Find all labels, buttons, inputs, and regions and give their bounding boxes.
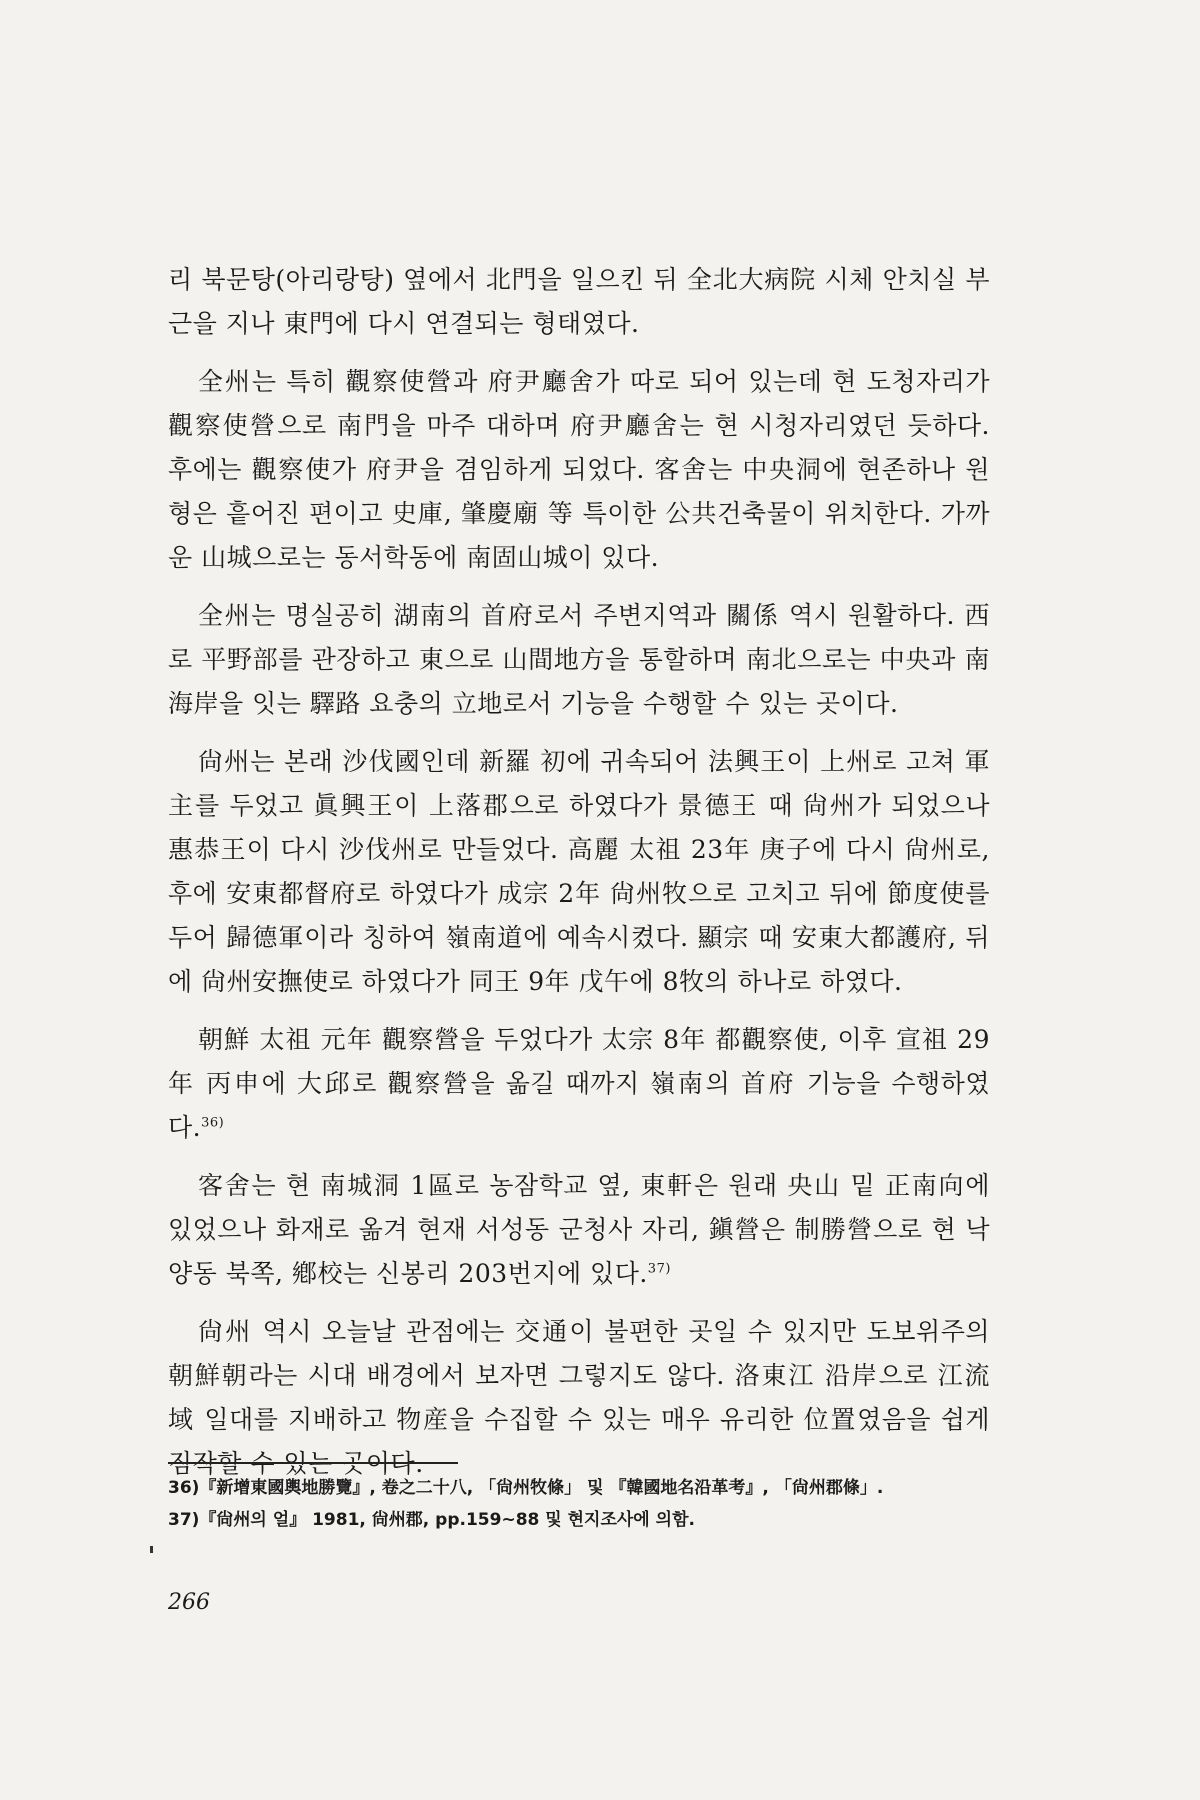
footnote-divider <box>168 1462 458 1464</box>
paragraph-5-text: 朝鮮 太祖 元年 觀察營을 두었다가 太宗 8年 都觀察使, 이후 宣祖 29年 丙申에 大邱로 觀察營을 옮길 때까지 嶺南의 首府 기능을 수행하였다. <box>168 1025 990 1142</box>
footnote-37: 37)『尙州의 얼』 1981, 尙州郡, pp.159~88 및 현지조사에 의함. <box>168 1510 695 1530</box>
paragraph-5 <box>168 1018 990 1150</box>
footnotes <box>168 1472 998 1536</box>
paragraph-7-text: 尙州 역시 오늘날 관점에는 交通이 불편한 곳일 수 있지만 도보위주의 朝鮮朝라는 시대 배경에서 보자면 그렇지도 않다. 洛東江 沿岸으로 江流域 일대를 지배하고 物産을 수집할 수 있는 매우 유리한 位置였음을 쉽게 짐작할 수 있는 곳이다. <box>168 1317 990 1478</box>
footnote-ref-37: 37) <box>647 1261 671 1277</box>
paragraph-3 <box>168 594 990 726</box>
footnote-36: 36)『新增東國輿地勝覽』, 卷之二十八, 「尙州牧條」 및 『韓國地名沿革考』, 「尙州郡條」. <box>168 1478 884 1498</box>
paragraph-4 <box>168 740 990 1004</box>
paragraph-4-text: 尙州는 본래 沙伐國인데 新羅 初에 귀속되어 法興王이 上州로 고쳐 軍主를 두었고 眞興王이 上落郡으로 하였다가 景德王 때 尙州가 되었으나 惠恭王이 다시 沙伐州로 만들었다. 高麗 太祖 23年 庚子에 다시 尙州로, 후에 安東都督府로 하였다가 成宗 2年 尙州牧으로 고치고 뒤에 節度使를 두어 歸德軍이라 칭하여 嶺南道에 예속시켰다. 顯宗 때 安東大都護府, 뒤에 尙州安撫使로 하였다가 同王 9年 戊午에 8牧의 하나로 하였다. <box>168 747 990 996</box>
scan-mark <box>150 1546 153 1553</box>
paragraph-3-text: 全州는 명실공히 湖南의 首府로서 주변지역과 關係 역시 원활하다. 西로 平野部를 관장하고 東으로 山間地方을 통할하며 南北으로는 中央과 南海岸을 잇는 驛路 요충의 立地로서 기능을 수행할 수 있는 곳이다. <box>168 601 990 718</box>
footnote-ref-36: 36) <box>201 1115 225 1131</box>
paragraph-1 <box>168 258 990 346</box>
body-text <box>168 258 990 1500</box>
paragraph-6-text: 客舍는 현 南城洞 1區로 농잠학교 옆, 東軒은 원래 央山 밑 正南向에 있었으나 화재로 옮겨 현재 서성동 군청사 자리, 鎭營은 制勝營으로 현 낙양동 북쪽, 鄕校는 신봉리 203번지에 있다. <box>168 1171 990 1288</box>
paragraph-7 <box>168 1310 990 1486</box>
paragraph-2 <box>168 360 990 580</box>
paragraph-1-text: 리 북문탕(아리랑탕) 옆에서 北門을 일으킨 뒤 全北大病院 시체 안치실 부근을 지나 東門에 다시 연결되는 형태였다. <box>168 265 990 338</box>
paragraph-6 <box>168 1164 990 1296</box>
paragraph-2-text: 全州는 특히 觀察使營과 府尹廳舍가 따로 되어 있는데 현 도청자리가 觀察使營으로 南門을 마주 대하며 府尹廳舍는 현 시청자리였던 듯하다. 후에는 觀察使가 府尹을 겸임하게 되었다. 客舍는 中央洞에 현존하나 원형은 흩어진 편이고 史庫, 肇慶廟 等 특이한 公共건축물이 위치한다. 가까운 山城으로는 동서학동에 南固山城이 있다. <box>168 367 990 572</box>
page-number: 266 <box>168 1590 210 1615</box>
